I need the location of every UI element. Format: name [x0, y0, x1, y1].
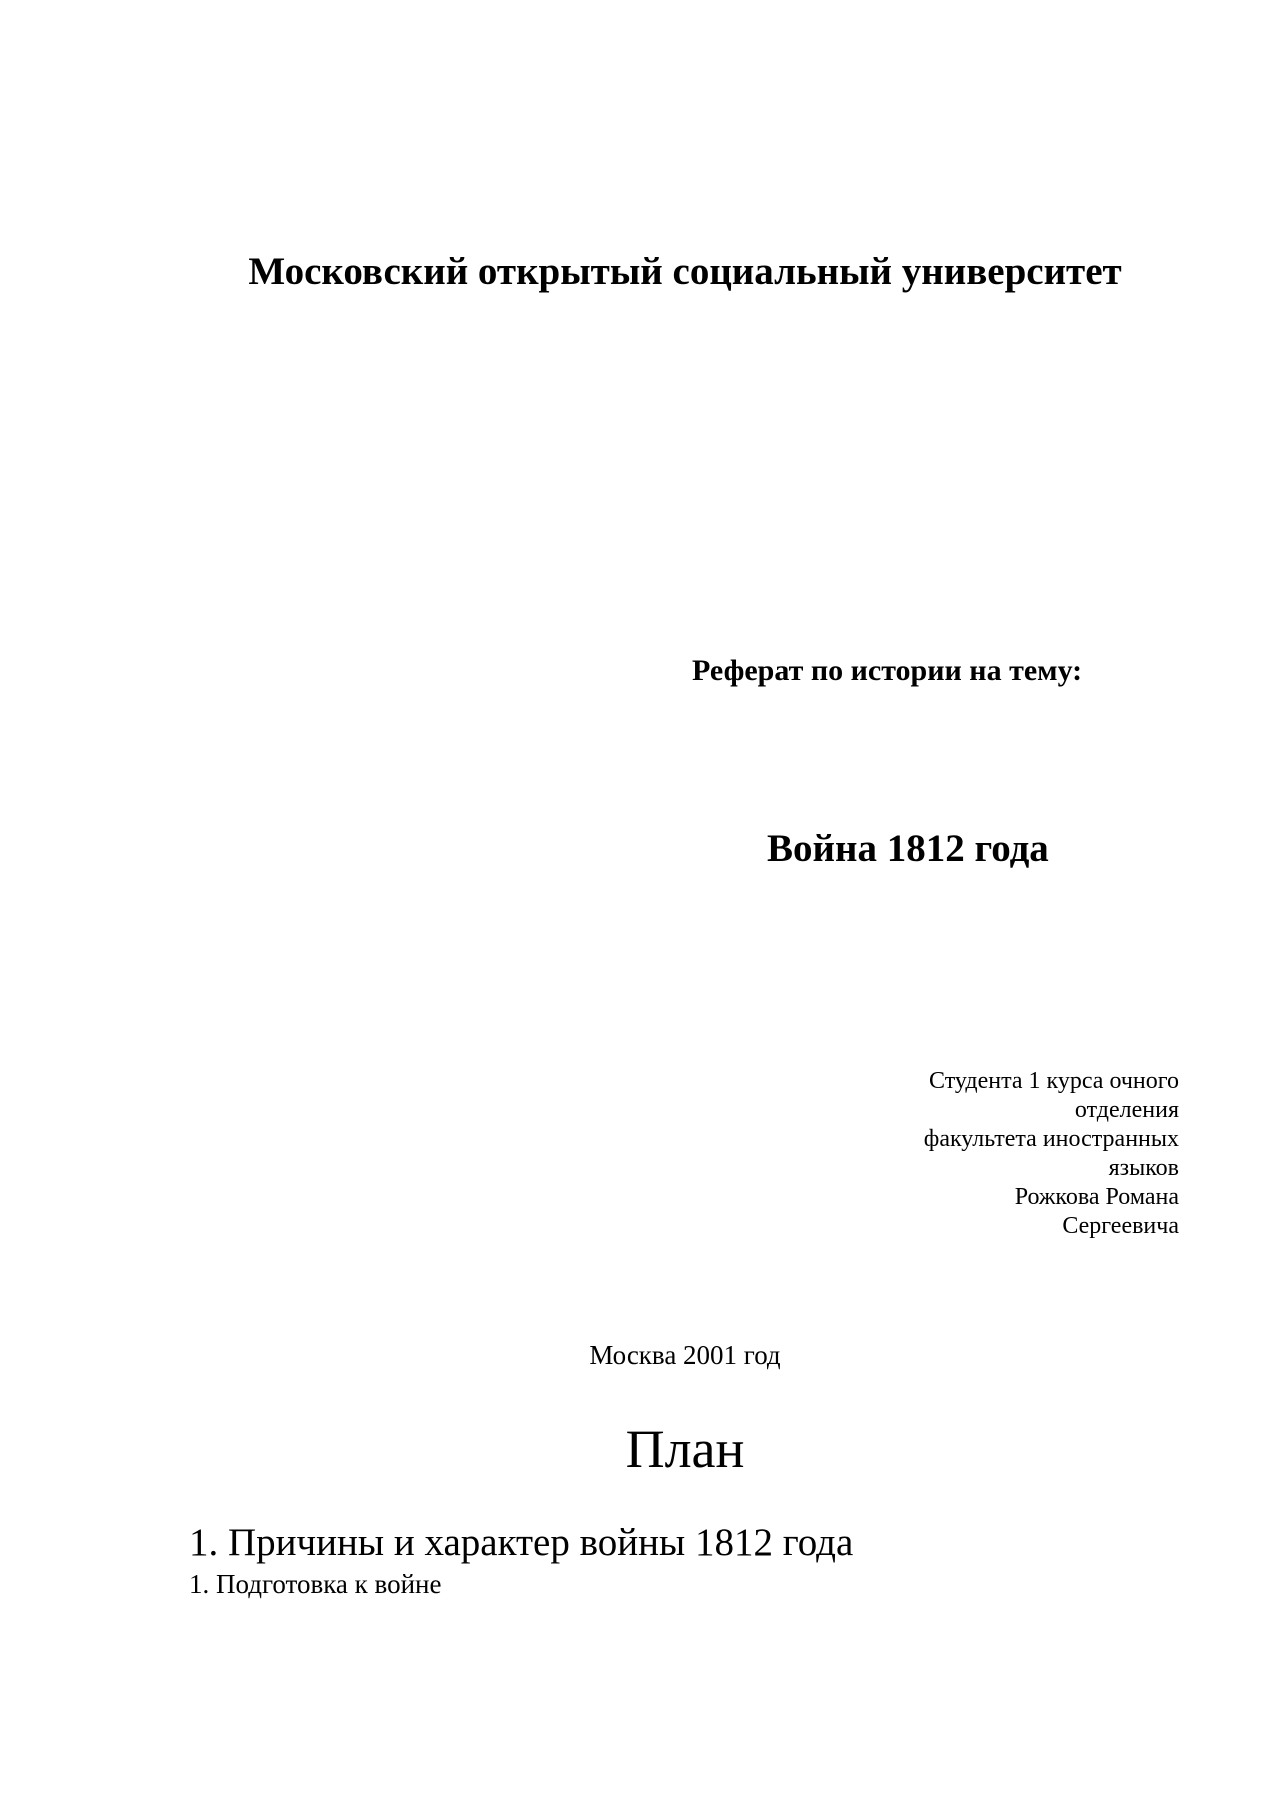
- author-block: [779, 1067, 1179, 1241]
- author-line: факультета иностранных: [923, 1126, 1179, 1152]
- topic-intro: Реферат по истории на тему:: [692, 654, 1083, 687]
- plan-heading: План: [625, 1419, 745, 1479]
- institution-name: Московский открытый социальный университет: [248, 250, 1122, 293]
- plan-item: 1. Причины и характер войны 1812 года: [189, 1521, 854, 1564]
- author-line: отделения: [1074, 1097, 1179, 1123]
- city-year: Москва 2001 год: [589, 1340, 781, 1370]
- author-line: Рожкова Романа: [1014, 1184, 1179, 1210]
- author-line: Студента 1 курса очного: [929, 1068, 1179, 1094]
- author-line: Сергеевича: [1062, 1213, 1179, 1239]
- document-title: Война 1812 года: [767, 827, 1049, 870]
- plan-list: [189, 1519, 853, 1601]
- author-line: языков: [1108, 1155, 1179, 1181]
- plan-subitem: 1. Подготовка к войне: [189, 1569, 442, 1599]
